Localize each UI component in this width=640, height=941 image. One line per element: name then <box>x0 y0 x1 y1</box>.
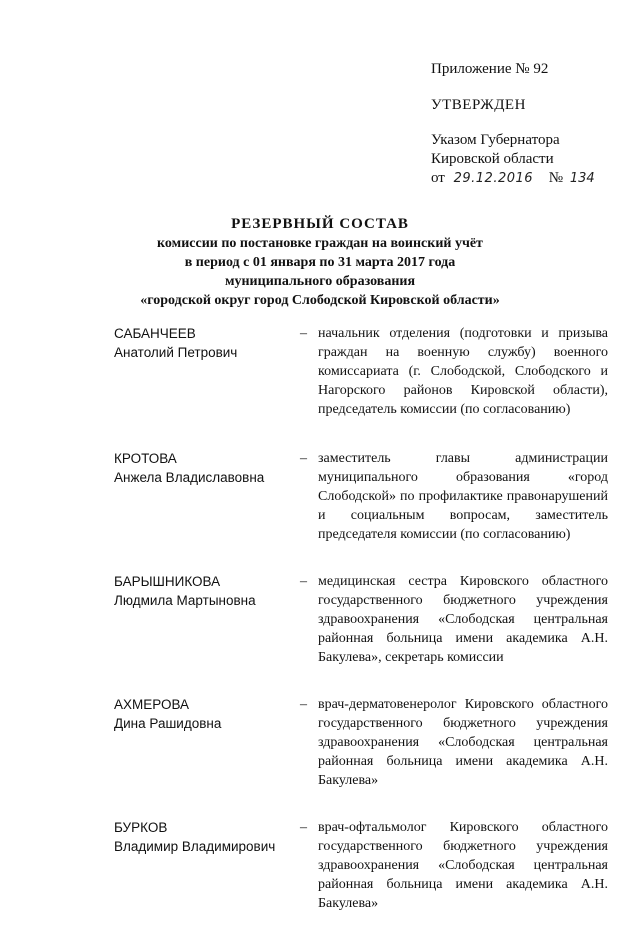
date-prefix: от <box>431 170 445 186</box>
region-line: Кировской области <box>431 151 554 167</box>
member-surname: БАРЫШНИКОВА <box>114 574 221 589</box>
appendix-number: Приложение № 92 <box>431 61 549 77</box>
member-given-name: Анатолий Петрович <box>114 345 238 360</box>
handwritten-number: 134 <box>569 171 595 186</box>
member-given-name: Анжела Владиславовна <box>114 470 265 485</box>
members-list <box>114 324 608 941</box>
member-entry <box>114 572 608 667</box>
handwritten-date: 29.12.2016 <box>453 171 534 186</box>
title-line-5: «городской округ город Слободской Кировской области» <box>140 293 500 308</box>
member-name <box>114 695 300 790</box>
member-surname: КРОТОВА <box>114 451 177 466</box>
member-role: заместитель главы администрации муниципального образования «город Слободской» по профилактике правонарушений и социальным вопросам, заместитель председателя комиссии (по согласованию) <box>318 451 608 542</box>
title-line-2: комиссии по постановке граждан на воинский учёт <box>157 236 483 251</box>
member-entry <box>114 449 608 544</box>
dash: – <box>300 326 307 341</box>
title-main: РЕЗЕРВНЫЙ СОСТАВ <box>231 216 409 232</box>
title-line-3: в период с 01 января по 31 марта 2017 года <box>184 255 456 270</box>
approval-block <box>431 60 595 188</box>
member-entry <box>114 324 608 419</box>
approved-stamp-text: УТВЕРЖДЕН <box>431 97 526 113</box>
member-surname: БУРКОВ <box>114 820 168 835</box>
member-role: медицинская сестра Кировского областного государственного бюджетного учреждения здравоохранения «Слободская центральная районная больница имени академика А.Н. Бакулева», секретарь комиссии <box>318 574 608 665</box>
member-name <box>114 449 300 544</box>
document-title <box>0 215 640 310</box>
member-given-name: Людмила Мартыновна <box>114 593 256 608</box>
decree-line: Указом Губернатора <box>431 132 560 148</box>
title-line-4: муниципального образования <box>224 274 416 289</box>
member-role: врач-офтальмолог Кировского областного государственного бюджетного учреждения здравоохранения «Слободская центральная районная больница имени академика А.Н. Бакулева» <box>318 820 608 911</box>
member-role: врач-дерматовенеролог Кировского областного государственного бюджетного учреждения здравоохранения «Слободская центральная районная больница имени академика А.Н. Бакулева» <box>318 697 608 788</box>
date-line <box>431 169 595 188</box>
dash: – <box>300 574 307 589</box>
member-given-name: Владимир Владимирович <box>114 839 276 854</box>
member-surname: САБАНЧЕЕВ <box>114 326 196 341</box>
member-given-name: Дина Рашидовна <box>114 716 222 731</box>
member-surname: АХМЕРОВА <box>114 697 190 712</box>
dash: – <box>300 820 307 835</box>
member-name <box>114 818 300 913</box>
dash: – <box>300 451 307 466</box>
member-entry <box>114 695 608 790</box>
member-entry <box>114 818 608 913</box>
member-name <box>114 572 300 667</box>
member-role: начальник отделения (подготовки и призыва граждан на военную службу) военного комиссариата (г. Слободской, Слободского и Нагорского районов Кировской области), председатель комиссии (по согласованию) <box>318 326 608 417</box>
number-prefix: № <box>548 170 564 186</box>
dash: – <box>300 697 307 712</box>
member-name <box>114 324 300 419</box>
